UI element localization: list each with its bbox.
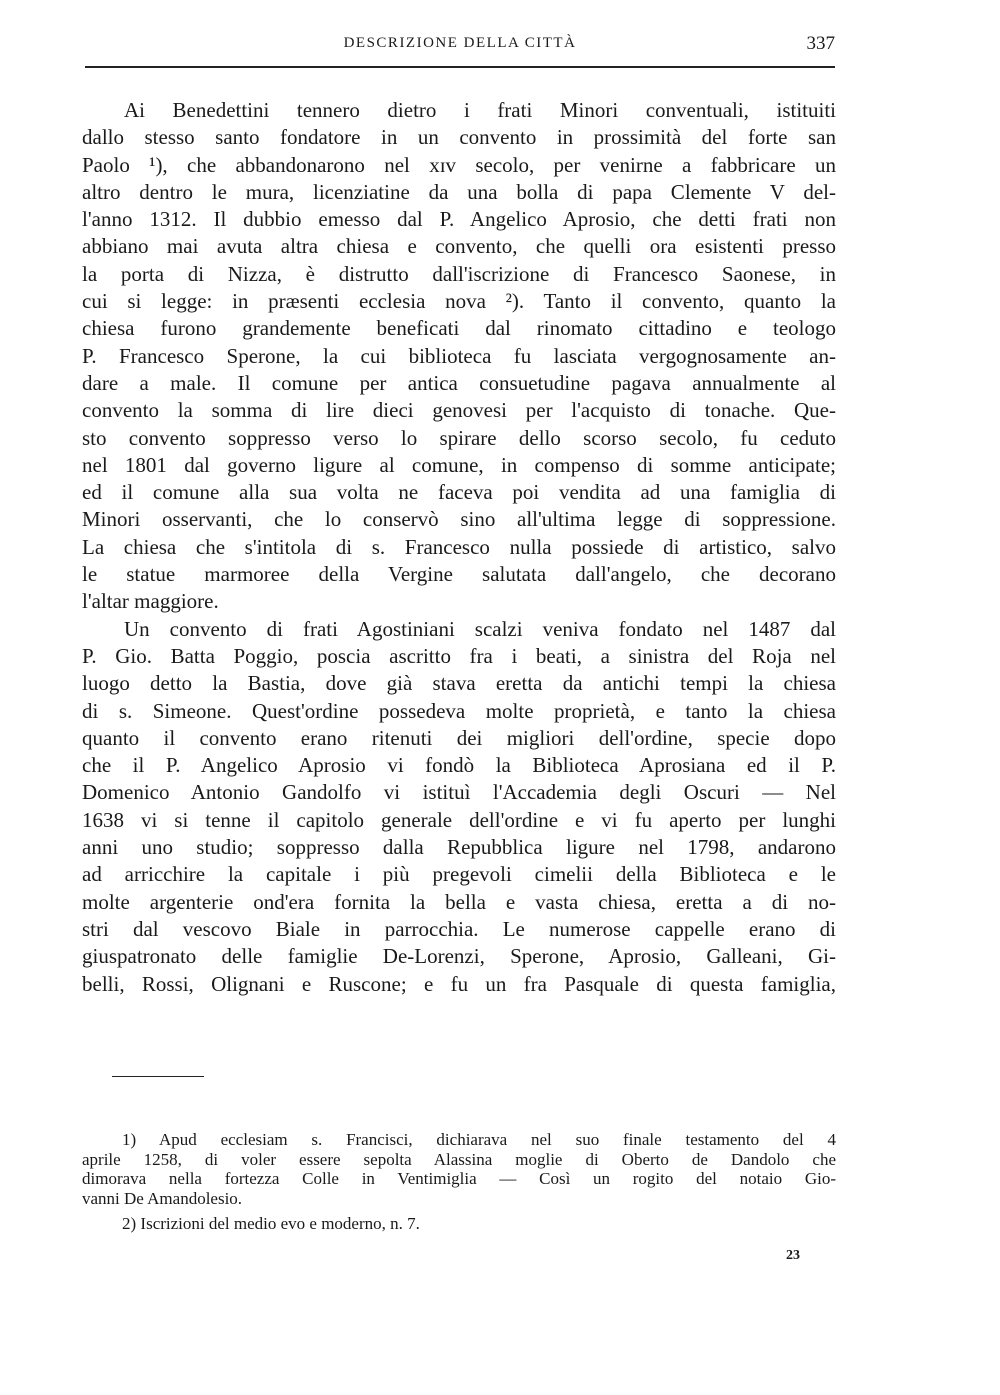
running-head: [85, 33, 835, 63]
text-line: dare a male. Il comune per antica consuetudine pagava annualmente al: [82, 370, 836, 395]
text-line: nel 1801 dal governo ligure al comune, in compenso di somme anticipate;: [82, 452, 836, 477]
text-line: La chiesa che s'intitola di s. Francesco nulla possiede di artistico, salvo: [82, 534, 836, 559]
page-number: 337: [806, 33, 835, 54]
text-line: ad arricchire la capitale i più pregevoli cimelii della Biblioteca e le: [82, 862, 836, 887]
text-line: sto convento soppresso verso lo spirare dello scorso secolo, fu ceduto: [82, 425, 836, 450]
text-line: anni uno studio; soppresso dalla Repubblica ligure nel 1798, andarono: [82, 835, 836, 860]
text-line: abbiano mai avuta altra chiesa e convento, che quelli ora esistenti presso: [82, 234, 836, 259]
text-line: quanto il convento erano ritenuti dei migliori dell'ordine, specie dopo: [82, 725, 836, 750]
footnote-line: 1) Apud ecclesiam s. Francisci, dichiarava nel suo finale testamento del 4: [122, 1130, 836, 1149]
text-line: dallo stesso santo fondatore in un convento in prossimità del forte san: [82, 125, 836, 150]
text-line: l'altar maggiore.: [82, 589, 219, 614]
text-line: che il P. Angelico Aprosio vi fondò la Biblioteca Aprosiana ed il P.: [82, 753, 836, 778]
text-line: altro dentro le mura, licenziatine da una bolla di papa Clemente V del-: [82, 179, 836, 204]
text-line: ed il comune alla sua volta ne faceva poi vendita ad una famiglia di: [82, 480, 836, 505]
text-line: di s. Simeone. Quest'ordine possedeva molte proprietà, e tanto la chiesa: [82, 698, 836, 723]
text-line: cui si legge: in præsenti ecclesia nova ²). Tanto il convento, quanto la: [82, 289, 836, 314]
text-line: P. Francesco Sperone, la cui biblioteca fu lasciata vergognosamente an-: [82, 343, 836, 368]
text-line: giuspatronato delle famiglie De-Lorenzi, Sperone, Aprosio, Galleani, Gi-: [82, 944, 836, 969]
footnote-line: aprile 1258, di voler essere sepolta Alassina moglie di Oberto de Dandolo che: [82, 1149, 836, 1169]
text-line: belli, Rossi, Olignani e Ruscone; e fu un fra Pasquale di questa famiglia,: [82, 971, 836, 996]
text-line: luogo detto la Bastia, dove già stava eretta da antichi tempi la chiesa: [82, 671, 836, 696]
signature-mark: 23: [786, 1248, 800, 1263]
text-line: chiesa furono grandemente beneficati dal rinomato cittadino e teologo: [82, 316, 836, 341]
footnotes: [82, 1130, 836, 1234]
text-line: l'anno 1312. Il dubbio emesso dal P. Angelico Aprosio, che detti frati non: [82, 207, 836, 232]
text-line: Ai Benedettini tennero dietro i frati Minori conventuali, istituiti: [124, 98, 836, 122]
footnote-rule: [112, 1076, 204, 1077]
text-line: Paolo ¹), che abbandonarono nel xɪv secolo, per venirne a fabbricare un: [82, 152, 836, 177]
running-title: DESCRIZIONE DELLA CITTÀ: [343, 35, 577, 51]
text-line: le statue marmoree della Vergine salutata dall'angelo, che decorano: [82, 562, 836, 587]
footnote-line: dimorava nella fortezza Colle in Ventimiglia — Così un rogito del notaio Gio-: [82, 1169, 836, 1188]
text-line: la porta di Nizza, è distrutto dall'iscrizione di Francesco Saonese, in: [82, 261, 836, 286]
text-line: molte argenterie ond'era fornita la bella e vasta chiesa, eretta a di no-: [82, 889, 836, 914]
text-line: 1638 vi si tenne il capitolo generale dell'ordine e vi fu aperto per lunghi: [82, 807, 836, 832]
text-line: stri dal vescovo Biale in parrocchia. Le numerose cappelle erano di: [82, 916, 836, 941]
text-line: convento la somma di lire dieci genovesi per l'acquisto di tonache. Que-: [82, 398, 836, 423]
footnote-line: vanni De Amandolesio.: [82, 1188, 243, 1208]
header-rule: [85, 66, 835, 68]
footnote-line: 2) Iscrizioni del medio evo e moderno, n. 7.: [122, 1214, 420, 1233]
text-line: Minori osservanti, che lo conservò sino all'ultima legge di soppressione.: [82, 507, 836, 532]
text-line: Domenico Antonio Gandolfo vi istituì l'Accademia degli Oscuri — Nel: [82, 780, 836, 805]
text-line: Un convento di frati Agostiniani scalzi veniva fondato nel 1487 dal: [124, 616, 836, 641]
text-line: P. Gio. Batta Poggio, poscia ascritto fra i beati, a sinistra del Roja nel: [82, 643, 836, 668]
main-text: [82, 97, 836, 998]
